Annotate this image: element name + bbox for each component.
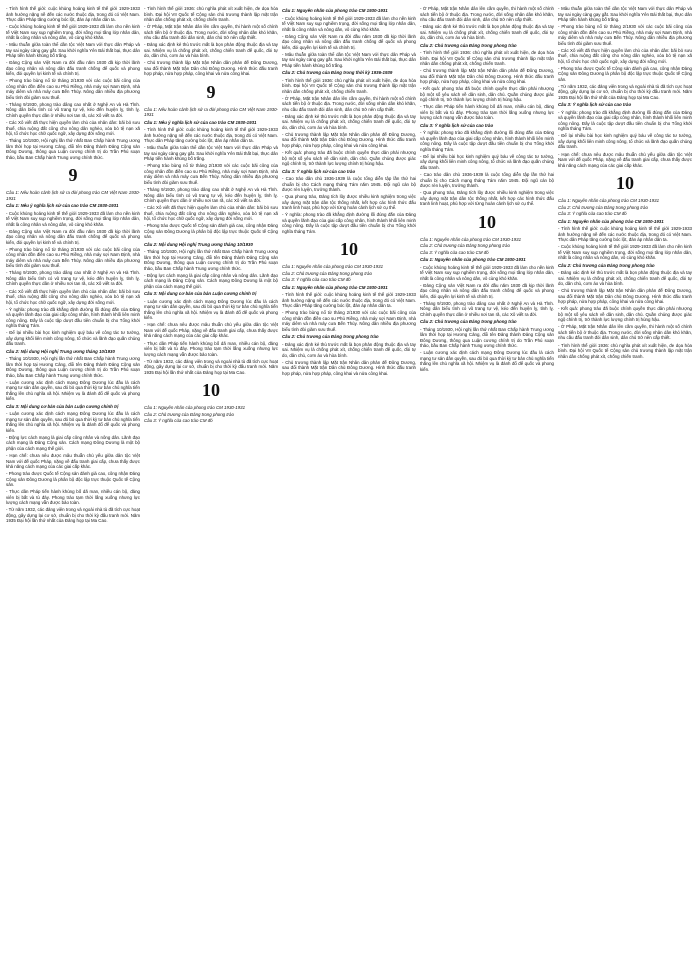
paragraph: - Đảng xác định kẻ thù trước mắt là bọn phản động thuộc địa và tay sai. Nhiệm vụ là chống phát xít, chống chiến tranh đế quốc, đòi tự do, dân chủ, cơm áo và hòa bình. (282, 341, 416, 358)
paragraph: - Ý nghĩa: phong trào đã khẳng định đường lối đúng đắn của Đảng và quyền lãnh đạo của giai cấp công nhân, hình thành khối liên minh công nông. Đây là cuộc tập dượt đầu tiên chuẩn bị cho Tổng khởi nghĩa tháng Tám. (6, 306, 140, 329)
paragraph: - Để lại nhiều bài học kinh nghiệm quý báu về công tác tư tưởng, xây dựng khối liên minh công nông, tổ chức và lãnh đạo quần chúng đấu tranh. (6, 330, 140, 347)
paragraph: - Cuộc khủng hoảng kinh tế thế giới 1929-1933 đã làm cho nền kinh tế Việt Nam suy sụp nghiêm trọng, đời sống mọi tầng lớp nhân dân, nhất là công nhân và nông dân, vô cùng khó khăn. (6, 210, 140, 227)
paragraph: - Chủ trương thành lập Mặt trận Nhân dân phản đế Đông Dương, sau đổi thành Mặt trận Dân chủ Đông Dương. Hình thức đấu tranh hợp pháp, nửa hợp pháp, công khai và nửa công khai. (282, 131, 416, 148)
paragraph: - Hạn chế: chưa nêu được mâu thuẫn chủ yếu giữa dân tộc Việt Nam với đế quốc Pháp, nặng về đấu tranh giai cấp, chưa thấy được khả năng cách mạng của các giai cấp khác. (558, 151, 692, 168)
paragraph: - Phong trào bùng nổ từ tháng 2/1930 với các cuộc bãi công của công nhân đồn điền cao su Phú Riềng, nhà máy sợi Nam Định, nhà máy diêm và nhà máy cưa Bến Thủy. Nông dân nhiều địa phương biểu tình đòi giảm sưu thuế. (282, 310, 416, 332)
text-column-5 (558, 6, 692, 960)
paragraph: - Đảng Cộng sản Việt Nam ra đời đầu năm 1930 đã kịp thời lãnh đạo công nhân và nông dân đấu tranh chống đế quốc và phong kiến, đòi quyền lợi kinh tế và chính trị. (6, 228, 140, 245)
paragraph: - Cuộc khủng hoảng kinh tế thế giới 1929-1933 đã làm cho nền kinh tế Việt Nam suy sụp nghiêm trọng, đời sống mọi tầng lớp nhân dân, nhất là công nhân và nông dân, vô cùng khó khăn. (282, 15, 416, 32)
paragraph: - Các Xô viết đã thực hiện quyền làm chủ của nhân dân: bãi bỏ sưu thuế, chia ruộng đất công cho nông dân nghèo, xóa bỏ tệ nạn xã hội, tổ chức học chữ quốc ngữ, xây dựng đời sống mới. (6, 288, 140, 305)
section-heading: Câu 3: Nội dung cơ bản của bản Luận cương chính trị (6, 403, 119, 409)
page-number: 10 (478, 211, 496, 232)
paragraph: - Luận cương xác định cách mạng Đông Dương lúc đầu là cách mạng tư sản dân quyền, sau đó bỏ qua thời kỳ tư bản chủ nghĩa tiến thẳng lên chủ nghĩa xã hội. Nhiệm vụ là đánh đổ đế quốc và phong kiến. (420, 350, 554, 372)
paragraph: - Phong trào bùng nổ từ tháng 2/1930 với các cuộc bãi công của công nhân đồn điền cao su Phú Riềng, nhà máy sợi Nam Định, nhà máy diêm và nhà máy cưa Bến Thủy. Nông dân nhiều địa phương biểu tình đòi giảm sưu thuế. (558, 24, 692, 46)
section-heading: Câu 1: Nêu ý nghĩa lịch sử của cao trào CM 1930-1931 (144, 119, 257, 125)
text-column-4 (420, 6, 554, 960)
paragraph: - Phong trào bùng nổ từ tháng 2/1930 với các cuộc bãi công của công nhân đồn điền cao su Phú Riềng, nhà máy sợi Nam Định, nhà máy diêm và nhà máy cưa Bến Thủy. Nông dân nhiều địa phương biểu tình đòi giảm sưu thuế. (144, 163, 278, 185)
paragraph: - Thực dân Pháp tiến hành khủng bố dã man, nhiều cán bộ, đảng viên bị bắt và tù đày. Phong trào tạm thời lắng xuống nhưng lực lượng cách mạng vẫn được bảo toàn. (144, 340, 278, 357)
question: Câu 1: Nguyên nhân của phong trào CM 1930-1931 (558, 198, 660, 204)
text-column-1 (6, 6, 140, 960)
paragraph: - Cuộc khủng hoảng kinh tế thế giới 1929-1933 đã làm cho nền kinh tế Việt Nam suy sụp nghiêm trọng, đời sống mọi tầng lớp nhân dân, nhất là công nhân và nông dân, vô cùng khó khăn. (420, 264, 554, 281)
question: Câu 3: Ý nghĩa của cao trào CM đó (282, 277, 351, 283)
question: Câu 2: Chủ trương của Đảng trong phong trào (420, 243, 510, 249)
question: Câu 1: Nêu hoàn cảnh lịch sử ra đời phong trào CM Việt Nam 1930-1931 (6, 190, 140, 201)
paragraph: - Qua phong trào, Đảng tích lũy được nhiều kinh nghiệm trong việc xây dựng mặt trận dân tộc thống nhất, kết hợp các hình thức đấu tranh linh hoạt, phù hợp với từng hoàn cảnh lịch sử cụ thể. (282, 194, 416, 211)
question: Câu 1: Nguyên nhân của phong trào CM 1930-1931 (282, 264, 384, 270)
paragraph: - Để lại nhiều bài học kinh nghiệm quý báu về công tác tư tưởng, xây dựng khối liên minh công nông, tổ chức và lãnh đạo quần chúng đấu tranh. (558, 133, 692, 150)
paragraph: - Đảng xác định kẻ thù trước mắt là bọn phản động thuộc địa và tay sai. Nhiệm vụ là chống phát xít, chống chiến tranh đế quốc, đòi tự do, dân chủ, cơm áo và hòa bình. (558, 270, 692, 287)
paragraph: - Tình hình thế giới: cuộc khủng hoảng kinh tế thế giới 1929-1933 ảnh hưởng nặng nề đến các nước thuộc địa, trong đó có Việt Nam. Thực dân Pháp tăng cường bóc lột, đàn áp nhân dân ta. (6, 6, 140, 22)
question: Câu 2: Chủ trương của Đảng trong phong trào (558, 204, 648, 210)
paragraph: - Các Xô viết đã thực hiện quyền làm chủ của nhân dân: bãi bỏ sưu thuế, chia ruộng đất công cho nông dân nghèo, xóa bỏ tệ nạn xã hội, tổ chức học chữ quốc ngữ, xây dựng đời sống mới. (6, 120, 140, 137)
paragraph: - Kết quả: phong trào đã buộc chính quyền thực dân phải nhượng bộ một số yêu sách về dân sinh, dân chủ. Quần chúng được giác ngộ chính trị, trở thành lực lượng chính trị hùng hậu. (420, 86, 554, 103)
paragraph: - Mâu thuẫn giữa toàn thể dân tộc Việt Nam với thực dân Pháp và tay sai ngày càng gay gắt. Sau khởi nghĩa Yên Bái thất bại, thực dân Pháp tiến hành khủng bố trắng. (6, 42, 140, 59)
page-number: 10 (202, 380, 220, 401)
paragraph: - Chủ trương thành lập Mặt trận Nhân dân phản đế Đông Dương, sau đổi thành Mặt trận Dân chủ Đông Dương. Hình thức đấu tranh hợp pháp, nửa hợp pháp, công khai và nửa công khai. (144, 60, 278, 77)
paragraph: - Ý nghĩa: phong trào đã khẳng định đường lối đúng đắn của Đảng và quyền lãnh đạo của giai cấp công nhân, hình thành khối liên minh công nông. Đây là cuộc tập dượt đầu tiên chuẩn bị cho Tổng khởi nghĩa tháng Tám. (558, 109, 692, 132)
section-heading: Câu 1: Nguyên nhân của phong trào CM 1930-1931 (420, 257, 526, 263)
page-number: 9 (68, 165, 78, 186)
section-heading: Câu 2: Chủ trương của Đảng trong phong trào (420, 319, 517, 325)
paragraph: - Chủ trương thành lập Mặt trận Nhân dân phản đế Đông Dương, sau đổi thành Mặt trận Dân chủ Đông Dương. Hình thức đấu tranh hợp pháp, nửa hợp pháp, công khai và nửa công khai. (420, 68, 554, 85)
paragraph: - Chủ trương thành lập Mặt trận Nhân dân phản đế Đông Dương, sau đổi thành Mặt trận Dân chủ Đông Dương. Hình thức đấu tranh hợp pháp, nửa hợp pháp, công khai và nửa công khai. (282, 359, 416, 376)
paragraph: - Hạn chế: chưa nêu được mâu thuẫn chủ yếu giữa dân tộc Việt Nam với đế quốc Pháp, nặng về đấu tranh giai cấp, chưa thấy được khả năng cách mạng của các giai cấp khác. (6, 453, 140, 469)
question: Câu 3: Ý nghĩa của cao trào CM đó (558, 211, 627, 217)
section-heading: Câu 1: Nguyên nhân của phong trào CM 1930-1931 (282, 284, 388, 290)
paragraph: - Cuộc khủng hoảng kinh tế thế giới 1929-1933 đã làm cho nền kinh tế Việt Nam suy sụp nghiêm trọng, đời sống mọi tầng lớp nhân dân, nhất là công nhân và nông dân, vô cùng khó khăn. (558, 244, 692, 261)
paragraph: - Luận cương xác định cách mạng Đông Dương lúc đầu là cách mạng tư sản dân quyền, sau đó bỏ qua thời kỳ tư bản chủ nghĩa tiến thẳng lên chủ nghĩa xã hội. Nhiệm vụ là đánh đổ đế quốc và phong kiến. (6, 379, 140, 402)
paragraph: - Ở Pháp, Mặt trận Nhân dân lên cầm quyền, thi hành một số chính sách tiến bộ ở thuộc địa. Trong nước, đời sống nhân dân khó khăn, nhu cầu đấu tranh đòi dân sinh, dân chủ trở nên cấp thiết. (558, 324, 692, 341)
paragraph: - Đảng xác định kẻ thù trước mắt là bọn phản động thuộc địa và tay sai. Nhiệm vụ là chống phát xít, chống chiến tranh đế quốc, đòi tự do, dân chủ, cơm áo và hòa bình. (282, 113, 416, 130)
paragraph: - Tình hình thế giới 1936: chủ nghĩa phát xít xuất hiện, đe dọa hòa bình. Đại hội VII Quốc tế Cộng sản chủ trương thành lập mặt trận nhân dân chống phát xít, chống chiến tranh. (282, 77, 416, 94)
question: Câu 1: Nguyên nhân của phong trào CM 1930-1931 (144, 405, 246, 411)
paragraph: - Hạn chế: chưa nêu được mâu thuẫn chủ yếu giữa dân tộc Việt Nam với đế quốc Pháp, nặng về đấu tranh giai cấp, chưa thấy được khả năng cách mạng của các giai cấp khác. (144, 322, 278, 339)
paragraph: - Cuộc khủng hoảng kinh tế thế giới 1929-1933 đã làm cho nền kinh tế Việt Nam suy sụp nghiêm trọng, đời sống mọi tầng lớp nhân dân, nhất là công nhân và nông dân, vô cùng khó khăn. (6, 24, 140, 41)
paragraph: - Phong trào được Quốc tế Cộng sản đánh giá cao, công nhận Đảng Cộng sản Đông Dương là phân bộ độc lập trực thuộc Quốc tế Cộng sản. (6, 471, 140, 488)
paragraph: - Tháng 10/1930, Hội nghị lần thứ nhất Ban Chấp hành Trung ương lâm thời họp tại Hương Cảng, đổi tên Đảng thành Đảng Cộng sản Đông Dương, thông qua Luận cương chính trị do Trần Phú soạn thảo, bầu Ban Chấp hành Trung ương chính thức. (6, 138, 140, 160)
page-number: 9 (206, 81, 216, 102)
paragraph: - Tình hình thế giới: cuộc khủng hoảng kinh tế thế giới 1929-1933 ảnh hưởng nặng nề đến các nước thuộc địa, trong đó có Việt Nam. Thực dân Pháp tăng cường bóc lột, đàn áp nhân dân ta. (282, 292, 416, 309)
section-heading: Câu 2: Nội dung Hội nghị Trung ương tháng 10/1930 (144, 241, 253, 247)
section-heading: Câu 3: Ý nghĩa lịch sử của cao trào (420, 122, 494, 128)
paragraph: - Các Xô viết đã thực hiện quyền làm chủ của nhân dân: bãi bỏ sưu thuế, chia ruộng đất công cho nông dân nghèo, xóa bỏ tệ nạn xã hội, tổ chức học chữ quốc ngữ, xây dựng đời sống mới. (144, 205, 278, 222)
section-heading: Câu 2: Chủ trương của Đảng trong phong trào (558, 262, 655, 268)
paragraph: - Tháng 10/1930, Hội nghị lần thứ nhất Ban Chấp hành Trung ương lâm thời họp tại Hương Cảng, đổi tên Đảng thành Đảng Cộng sản Đông Dương, thông qua Luận cương chính trị do Trần Phú soạn thảo, bầu Ban Chấp hành Trung ương chính thức. (6, 356, 140, 378)
paragraph: - Kết quả: phong trào đã buộc chính quyền thực dân phải nhượng bộ một số yêu sách về dân sinh, dân chủ. Quần chúng được giác ngộ chính trị, trở thành lực lượng chính trị hùng hậu. (558, 306, 692, 323)
question: Câu 2: Chủ trương của Đảng trong phong trào (144, 411, 234, 417)
text-column-3 (282, 6, 416, 960)
paragraph: - Đảng Cộng sản Việt Nam ra đời đầu năm 1930 đã kịp thời lãnh đạo công nhân và nông dân đấu tranh chống đế quốc và phong kiến, đòi quyền lợi kinh tế và chính trị. (420, 282, 554, 299)
paragraph: - Từ năm 1932, các đảng viên trong và ngoài nhà tù đã tích cực hoạt động, gây dựng lại cơ sở, chuẩn bị cho thời kỳ đấu tranh mới. Năm 1935 Đại hội lần thứ nhất của Đảng họp tại Ma Cao. (6, 507, 140, 524)
paragraph: - Kết quả: phong trào đã buộc chính quyền thực dân phải nhượng bộ một số yêu sách về dân sinh, dân chủ. Quần chúng được giác ngộ chính trị, trở thành lực lượng chính trị hùng hậu. (282, 150, 416, 167)
section-heading: Câu 2: Chủ trương của Đảng trong phong trào (420, 42, 517, 48)
page-number: 10 (616, 173, 634, 194)
paragraph: - Ở Pháp, Mặt trận Nhân dân lên cầm quyền, thi hành một số chính sách tiến bộ ở thuộc địa. Trong nước, đời sống nhân dân khó khăn, nhu cầu đấu tranh đòi dân sinh, dân chủ trở nên cấp thiết. (144, 24, 278, 41)
paragraph: - Tháng 9/1930, phong trào dâng cao nhất ở Nghệ An và Hà Tĩnh. Nông dân biểu tình có vũ trang tự vệ, kéo đến huyện lỵ, tỉnh lỵ. Chính quyền thực dân ở nhiều nơi tan rã, các Xô viết ra đời. (6, 270, 140, 287)
section-heading: Câu 2: Chủ trương của Đảng trong thời kỳ 1936-1939 (282, 70, 393, 76)
paragraph: - Tháng 9/1930, phong trào dâng cao nhất ở Nghệ An và Hà Tĩnh. Nông dân biểu tình có vũ trang tự vệ, kéo đến huyện lỵ, tỉnh lỵ. Chính quyền thực dân ở nhiều nơi tan rã, các Xô viết ra đời. (420, 300, 554, 317)
paragraph: - Đảng xác định kẻ thù trước mắt là bọn phản động thuộc địa và tay sai. Nhiệm vụ là chống phát xít, chống chiến tranh đế quốc, đòi tự do, dân chủ, cơm áo và hòa bình. (420, 24, 554, 41)
paragraph: - Động lực cách mạng là giai cấp công nhân và nông dân. Lãnh đạo cách mạng là Đảng Cộng sản. Cách mạng Đông Dương là một bộ phận của cách mạng thế giới. (144, 272, 278, 289)
paragraph: - Tình hình thế giới: cuộc khủng hoảng kinh tế thế giới 1929-1933 ảnh hưởng nặng nề đến các nước thuộc địa, trong đó có Việt Nam. Thực dân Pháp tăng cường bóc lột, đàn áp nhân dân ta. (144, 127, 278, 144)
paragraph: - Đảng Cộng sản Việt Nam ra đời đầu năm 1930 đã kịp thời lãnh đạo công nhân và nông dân đấu tranh chống đế quốc và phong kiến, đòi quyền lợi kinh tế và chính trị. (282, 33, 416, 50)
section-heading: Câu 1: Nguyên nhân của phong trào CM 1930-1931 (558, 218, 664, 224)
paragraph: - Tháng 9/1930, phong trào dâng cao nhất ở Nghệ An và Hà Tĩnh. Nông dân biểu tình có vũ trang tự vệ, kéo đến huyện lỵ, tỉnh lỵ. Chính quyền thực dân ở nhiều nơi tan rã, các Xô viết ra đời. (6, 101, 140, 118)
section-heading: Câu 3: Nội dung cơ bản của bản Luận cương chính trị (144, 291, 257, 297)
paragraph: - Từ năm 1932, các đảng viên trong và ngoài nhà tù đã tích cực hoạt động, gây dựng lại cơ sở, chuẩn bị cho thời kỳ đấu tranh mới. Năm 1935 Đại hội lần thứ nhất của Đảng họp tại Ma Cao. (144, 358, 278, 375)
paragraph: - Phong trào được Quốc tế Cộng sản đánh giá cao, công nhận Đảng Cộng sản Đông Dương là phân bộ độc lập trực thuộc Quốc tế Cộng sản. (558, 65, 692, 82)
paragraph: - Chủ trương thành lập Mặt trận Nhân dân phản đế Đông Dương, sau đổi thành Mặt trận Dân chủ Đông Dương. Hình thức đấu tranh hợp pháp, nửa hợp pháp, công khai và nửa công khai. (558, 288, 692, 305)
paragraph: - Ý nghĩa: phong trào đã khẳng định đường lối đúng đắn của Đảng và quyền lãnh đạo của giai cấp công nhân, hình thành khối liên minh công nông. Đây là cuộc tập dượt đầu tiên chuẩn bị cho Tổng khởi nghĩa tháng Tám. (420, 130, 554, 152)
paragraph: - Phong trào bùng nổ từ tháng 2/1930 với các cuộc bãi công của công nhân đồn điền cao su Phú Riềng, nhà máy sợi Nam Định, nhà máy diêm và nhà máy cưa Bến Thủy. Nông dân nhiều địa phương biểu tình đòi giảm sưu thuế. (6, 246, 140, 269)
paragraph: - Cao trào dân chủ 1936-1939 là cuộc tổng diễn tập lần thứ hai chuẩn bị cho Cách mạng tháng Tám năm 1945. Đội ngũ cán bộ được rèn luyện, trưởng thành. (420, 172, 554, 189)
text-column-2 (144, 6, 278, 960)
paragraph: - Tình hình thế giới 1936: chủ nghĩa phát xít xuất hiện, đe dọa hòa bình. Đại hội VII Quốc tế Cộng sản chủ trương thành lập mặt trận nhân dân chống phát xít, chống chiến tranh. (420, 50, 554, 67)
paragraph: - Luận cương xác định cách mạng Đông Dương lúc đầu là cách mạng tư sản dân quyền, sau đó bỏ qua thời kỳ tư bản chủ nghĩa tiến thẳng lên chủ nghĩa xã hội. Nhiệm vụ là đánh đổ đế quốc và phong kiến. (144, 298, 278, 321)
paragraph: - Đảng xác định kẻ thù trước mắt là bọn phản động thuộc địa và tay sai. Nhiệm vụ là chống phát xít, chống chiến tranh đế quốc, đòi tự do, dân chủ, cơm áo và hòa bình. (144, 42, 278, 59)
paragraph: - Tháng 10/1930, Hội nghị lần thứ nhất Ban Chấp hành Trung ương lâm thời họp tại Hương Cảng, đổi tên Đảng thành Đảng Cộng sản Đông Dương, thông qua Luận cương chính trị do Trần Phú soạn thảo, bầu Ban Chấp hành Trung ương chính thức. (144, 249, 278, 271)
paragraph: - Đảng Cộng sản Việt Nam ra đời đầu năm 1930 đã kịp thời lãnh đạo công nhân và nông dân đấu tranh chống đế quốc và phong kiến, đòi quyền lợi kinh tế và chính trị. (6, 60, 140, 77)
paragraph: - Qua phong trào, Đảng tích lũy được nhiều kinh nghiệm trong việc xây dựng mặt trận dân tộc thống nhất, kết hợp các hình thức đấu tranh linh hoạt, phù hợp với từng hoàn cảnh lịch sử cụ thể. (420, 190, 554, 207)
paragraph: - Thực dân Pháp tiến hành khủng bố dã man, nhiều cán bộ, đảng viên bị bắt và tù đày. Phong trào tạm thời lắng xuống nhưng lực lượng cách mạng vẫn được bảo toàn. (420, 104, 554, 121)
section-heading: Câu 2: Chủ trương của Đảng trong phong trào (282, 334, 379, 340)
question: Câu 2: Chủ trương của Đảng trong phong trào (282, 270, 372, 276)
paragraph: - Động lực cách mạng là giai cấp công nhân và nông dân. Lãnh đạo cách mạng là Đảng Cộng sản. Cách mạng Đông Dương là một bộ phận của cách mạng thế giới. (6, 434, 140, 451)
paragraph: - Mâu thuẫn giữa toàn thể dân tộc Việt Nam với thực dân Pháp và tay sai ngày càng gay gắt. Sau khởi nghĩa Yên Bái thất bại, thực dân Pháp tiến hành khủng bố trắng. (144, 145, 278, 162)
section-heading: Câu 3: Ý nghĩa lịch sử của cao trào (558, 102, 632, 108)
paragraph: - Các Xô viết đã thực hiện quyền làm chủ của nhân dân: bãi bỏ sưu thuế, chia ruộng đất công cho nông dân nghèo, xóa bỏ tệ nạn xã hội, tổ chức học chữ quốc ngữ, xây dựng đời sống mới. (558, 47, 692, 64)
paragraph: - Ở Pháp, Mặt trận Nhân dân lên cầm quyền, thi hành một số chính sách tiến bộ ở thuộc địa. Trong nước, đời sống nhân dân khó khăn, nhu cầu đấu tranh đòi dân sinh, dân chủ trở nên cấp thiết. (282, 95, 416, 112)
paragraph: - Thực dân Pháp tiến hành khủng bố dã man, nhiều cán bộ, đảng viên bị bắt và tù đày. Phong trào tạm thời lắng xuống nhưng lực lượng cách mạng vẫn được bảo toàn. (6, 489, 140, 506)
paragraph: - Mâu thuẫn giữa toàn thể dân tộc Việt Nam với thực dân Pháp và tay sai ngày càng gay gắt. Sau khởi nghĩa Yên Bái thất bại, thực dân Pháp tiến hành khủng bố trắng. (558, 6, 692, 22)
paragraph: - Phong trào bùng nổ từ tháng 2/1930 với các cuộc bãi công của công nhân đồn điền cao su Phú Riềng, nhà máy sợi Nam Định, nhà máy diêm và nhà máy cưa Bến Thủy. Nông dân nhiều địa phương biểu tình đòi giảm sưu thuế. (6, 78, 140, 100)
section-heading: Câu 1: Nêu ý nghĩa lịch sử của cao trào CM 1930-1931 (6, 203, 119, 209)
section-heading: Câu 2: Nội dung Hội nghị Trung ương tháng 10/1930 (6, 348, 115, 354)
paragraph: - Tình hình thế giới 1936: chủ nghĩa phát xít xuất hiện, đe dọa hòa bình. Đại hội VII Quốc tế Cộng sản chủ trương thành lập mặt trận nhân dân chống phát xít, chống chiến tranh. (558, 342, 692, 359)
paragraph: - Ý nghĩa: phong trào đã khẳng định đường lối đúng đắn của Đảng và quyền lãnh đạo của giai cấp công nhân, hình thành khối liên minh công nông. Đây là cuộc tập dượt đầu tiên chuẩn bị cho Tổng khởi nghĩa tháng Tám. (282, 212, 416, 234)
paragraph: - Từ năm 1932, các đảng viên trong và ngoài nhà tù đã tích cực hoạt động, gây dựng lại cơ sở, chuẩn bị cho thời kỳ đấu tranh mới. Năm 1935 Đại hội lần thứ nhất của Đảng họp tại Ma Cao. (558, 83, 692, 100)
paragraph: - Ở Pháp, Mặt trận Nhân dân lên cầm quyền, thi hành một số chính sách tiến bộ ở thuộc địa. Trong nước, đời sống nhân dân khó khăn, nhu cầu đấu tranh đòi dân sinh, dân chủ trở nên cấp thiết. (420, 6, 554, 22)
paragraph: - Luận cương xác định cách mạng Đông Dương lúc đầu là cách mạng tư sản dân quyền, sau đó bỏ qua thời kỳ tư bản chủ nghĩa tiến thẳng lên chủ nghĩa xã hội. Nhiệm vụ là đánh đổ đế quốc và phong kiến. (6, 411, 140, 433)
question: Câu 3: Ý nghĩa của cao trào CM đó (144, 418, 213, 424)
question: Câu 1: Nguyên nhân của phong trào CM 1930-1931 (420, 236, 522, 242)
paragraph: - Để lại nhiều bài học kinh nghiệm quý báu về công tác tư tưởng, xây dựng khối liên minh công nông, tổ chức và lãnh đạo quần chúng đấu tranh. (420, 153, 554, 170)
paragraph: - Tình hình thế giới: cuộc khủng hoảng kinh tế thế giới 1929-1933 ảnh hưởng nặng nề đến các nước thuộc địa, trong đó có Việt Nam. Thực dân Pháp tăng cường bóc lột, đàn áp nhân dân ta. (558, 226, 692, 243)
paragraph: - Tháng 9/1930, phong trào dâng cao nhất ở Nghệ An và Hà Tĩnh. Nông dân biểu tình có vũ trang tự vệ, kéo đến huyện lỵ, tỉnh lỵ. Chính quyền thực dân ở nhiều nơi tan rã, các Xô viết ra đời. (144, 187, 278, 204)
page-number: 10 (340, 239, 358, 260)
question: Câu 1: Nêu hoàn cảnh lịch sử ra đời phong trào CM Việt Nam 1930-1931 (144, 106, 278, 118)
section-heading: Câu 3: Ý nghĩa lịch sử của cao trào (282, 168, 356, 174)
paragraph: - Tháng 10/1930, Hội nghị lần thứ nhất Ban Chấp hành Trung ương lâm thời họp tại Hương Cảng, đổi tên Đảng thành Đảng Cộng sản Đông Dương, thông qua Luận cương chính trị do Trần Phú soạn thảo, bầu Ban Chấp hành Trung ương chính thức. (420, 326, 554, 349)
question: Câu 3: Ý nghĩa của cao trào CM đó (420, 249, 489, 255)
paragraph: - Cao trào dân chủ 1936-1939 là cuộc tổng diễn tập lần thứ hai chuẩn bị cho Cách mạng tháng Tám năm 1945. Đội ngũ cán bộ được rèn luyện, trưởng thành. (282, 176, 416, 193)
paragraph: - Tình hình thế giới 1936: chủ nghĩa phát xít xuất hiện, đe dọa hòa bình. Đại hội VII Quốc tế Cộng sản chủ trương thành lập mặt trận nhân dân chống phát xít, chống chiến tranh. (144, 6, 278, 22)
paragraph: - Mâu thuẫn giữa toàn thể dân tộc Việt Nam với thực dân Pháp và tay sai ngày càng gay gắt. Sau khởi nghĩa Yên Bái thất bại, thực dân Pháp tiến hành khủng bố trắng. (282, 51, 416, 68)
section-heading: Câu 1: Nguyên nhân của phong trào CM 1930-1931 (282, 8, 388, 13)
paragraph: - Phong trào được Quốc tế Cộng sản đánh giá cao, công nhận Đảng Cộng sản Đông Dương là phân bộ độc lập trực thuộc Quốc tế Cộng sản. (144, 223, 278, 240)
